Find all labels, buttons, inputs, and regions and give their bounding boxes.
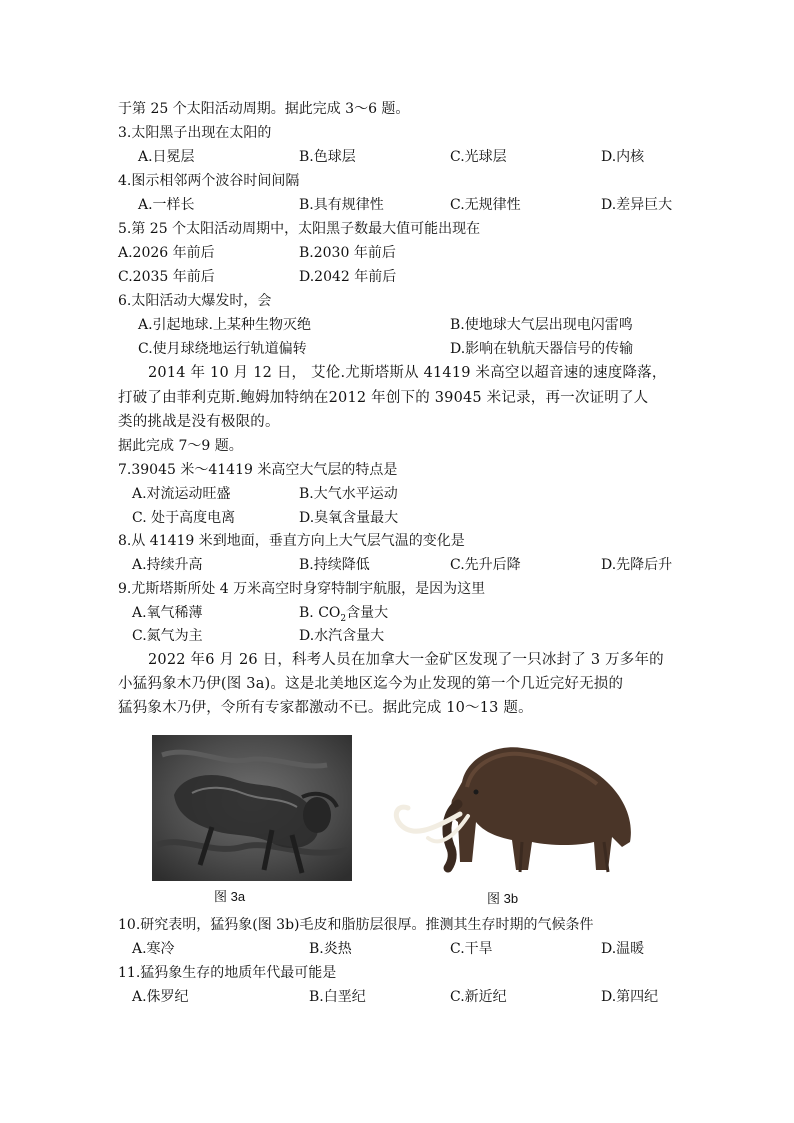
question-4-option-d: D.差异巨大 [601,197,673,213]
question-10-option-c: C.干旱 [450,941,493,957]
question-3-option-b: B.色球层 [299,149,356,165]
question-9-option-b-subscript: 2 [340,613,347,624]
question-9-option-d: D.水汽含量大 [299,628,385,644]
question-9-option-b [299,604,388,628]
question-9-stem: 9.尤斯塔斯所处 4 万米高空时身穿特制宇航服，是因为这里 [118,581,486,597]
question-11-stem: 11.猛犸象生存的地质年代最可能是 [118,965,337,981]
question-7-option-a: A.对流运动旺盛 [132,486,231,502]
question-7-option-c: C. 处于高度电离 [132,510,236,526]
question-4-option-b: B.具有规律性 [299,197,384,213]
question-3-stem: 3.太阳黑子出现在太阳的 [118,125,272,141]
question-4-option-c: C.无规律性 [450,197,521,213]
question-6-stem: 6.太阳活动大爆发时，会 [118,293,272,309]
question-6-option-a: A.引起地球.上某种生物灭绝 [138,317,312,333]
question-11-option-d: D.第四纪 [601,989,659,1005]
question-5-option-a: A.2026 年前后 [118,245,215,261]
question-11-option-c: C.新近纪 [450,989,507,1005]
question-6-option-d: D.影响在轨航天器信号的传输 [450,341,634,357]
intro-line: 于第 25 个太阳活动周期。据此完成 3～6 题。 [118,101,410,117]
question-9-option-b-suffix: 含量大 [346,605,389,621]
question-11-option-a: A.侏罗纪 [132,989,189,1005]
question-10-option-a: A.寒冷 [132,941,175,957]
question-5-option-c: C.2035 年前后 [118,269,215,285]
figure-3b-caption: 图 3b [487,891,519,906]
passage-2-line-1: 2014 年 10 月 12 日， 艾伦.尤斯塔斯从 41419 米高空以超音速的速度降落， [148,365,667,381]
question-4-stem: 4.图示相邻两个波谷时间间隔 [118,173,300,189]
question-9-option-c: C.氮气为主 [132,628,203,644]
question-3-option-c: C.光球层 [450,149,507,165]
question-10-stem: 10.研究表明，猛犸象(图 3b)毛皮和脂肪层很厚。推测其生存时期的气候条件 [118,917,594,933]
question-5-option-b: B.2030 年前后 [299,245,396,261]
question-8-option-a: A.持续升高 [132,557,203,573]
passage-2-line-3: 类的挑战是没有极限的。 [118,414,280,430]
question-7-option-d: D.臭氧含量最大 [299,510,399,526]
question-8-option-b: B.持续降低 [299,557,370,573]
passage-2-line-2: 打破了由菲利克斯.鲍姆加特纳在2012 年创下的 39045 米记录，再一次证明了人 [118,390,649,406]
question-5-stem: 5.第 25 个太阳活动周期中，太阳黑子数最大值可能出现在 [118,221,481,237]
question-6-option-c: C.使月球绕地运行轨道偏转 [138,341,307,357]
figure-3a-caption: 图 3a [214,889,246,904]
figure-3b-mammoth-illustration [372,742,642,882]
passage-2-line-4: 据此完成 7～9 题。 [118,438,243,454]
figure-3a-mummy-photo [152,735,352,881]
question-7-option-b: B.大气水平运动 [299,486,398,502]
question-9-option-a: A.氧气稀薄 [132,605,203,621]
question-11-option-b: B.白垩纪 [309,989,366,1005]
question-7-stem: 7.39045 米～41419 米高空大气层的特点是 [118,462,398,478]
passage-3-line-1: 2022 年6 月 26 日，科考人员在加拿大一金矿区发现了一只冰封了 3 万多年的 [148,652,664,668]
question-4-option-a: A.一样长 [138,197,195,213]
question-8-option-c: C.先升后降 [450,557,521,573]
question-8-stem: 8.从 41419 米到地面，垂直方向上大气层气温的变化是 [118,533,465,549]
passage-3-line-3: 猛犸象木乃伊，令所有专家都激动不已。据此完成 10～13 题。 [118,700,533,716]
question-5-option-d: D.2042 年前后 [299,269,397,285]
question-6-option-b: B.使地球大气层出现电闪雷鸣 [450,317,633,333]
mammoth-icon [372,742,642,882]
question-3-option-a: A.日冕层 [138,149,195,165]
question-10-option-d: D.温暖 [601,941,645,957]
question-3-option-d: D.内核 [601,149,645,165]
question-10-option-b: B.炎热 [309,941,352,957]
mummy-illustration [152,735,352,881]
question-8-option-d: D.先降后升 [601,557,673,573]
question-9-option-b-prefix: B. CO [299,605,341,621]
passage-3-line-2: 小猛犸象木乃伊(图 3a)。这是北美地区迄今为止发现的第一个几近完好无损的 [118,676,624,692]
